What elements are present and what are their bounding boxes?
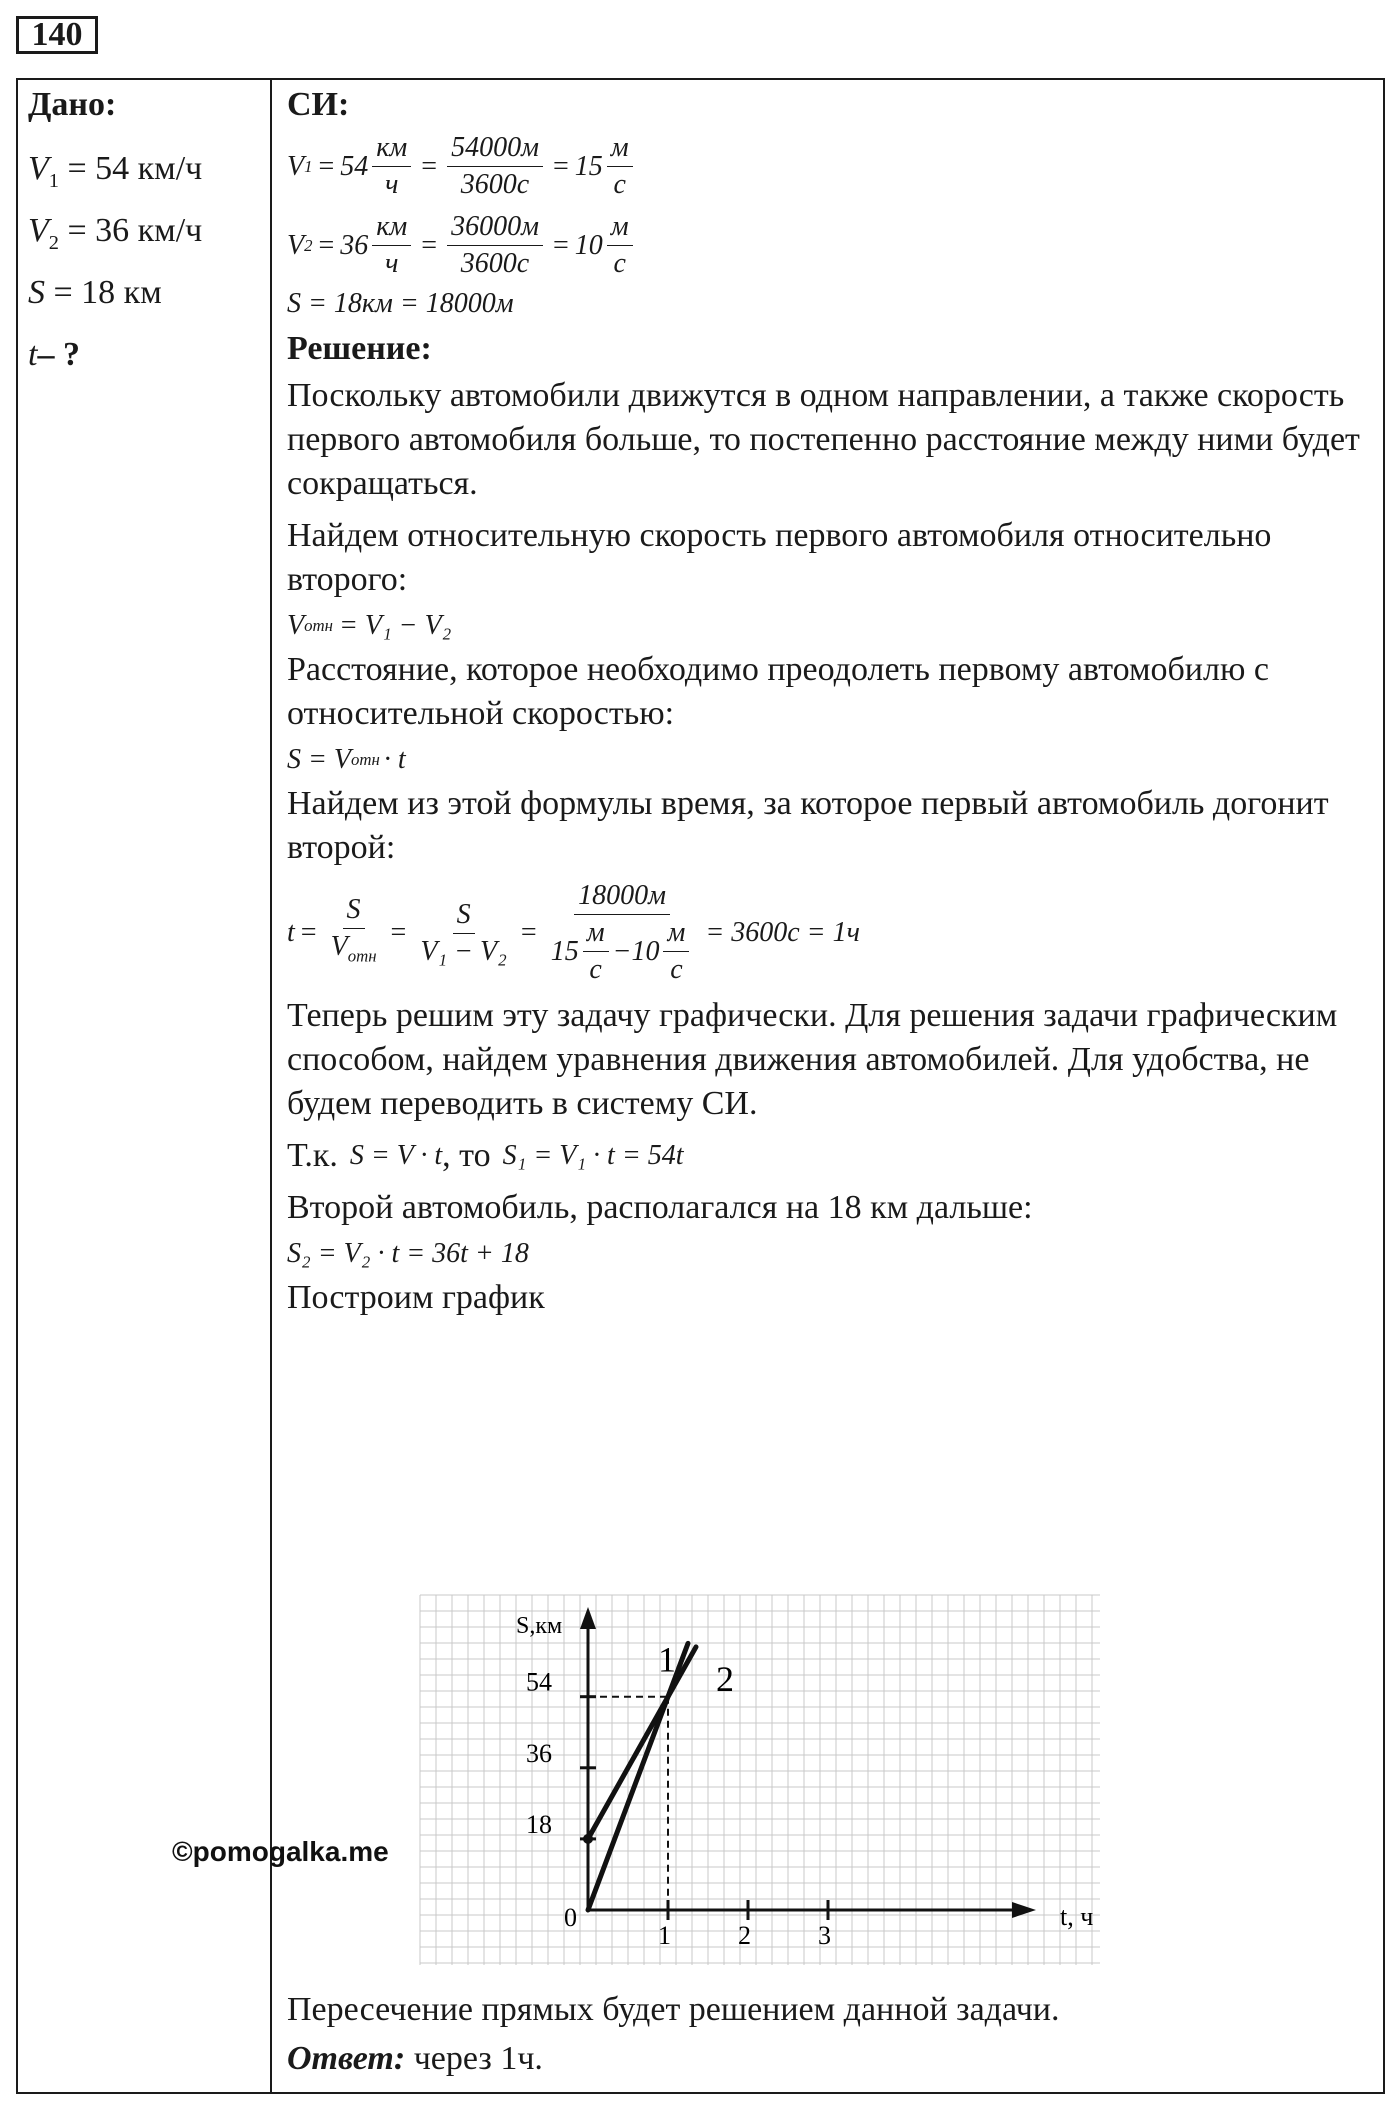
y-tick-label: 54 (526, 1667, 552, 1697)
given-column (28, 86, 264, 386)
solution-column (287, 86, 1377, 1328)
t-formula: t = $\frac{S}{V_{отн}}$ = $\frac{S}{\text{V₁ − V₂}}$ = 18000м 15 $\frac{м}{с}$ − 10 $\frac{м}{с}$ = 3600с = 1ч (287, 880, 860, 985)
series-label-2: 2 (716, 1658, 734, 1699)
s-formula: S = V отн · t (287, 744, 406, 775)
answer: Ответ: через 1ч. (287, 2040, 543, 2077)
series-2-start-point (583, 1834, 593, 1844)
paragraph-3: Расстояние, которое необходимо преодолеть первому автомобилю с относительной скоростью: (287, 651, 1269, 732)
given-t: t– ? (28, 336, 80, 373)
y-tick-label: 18 (526, 1809, 552, 1839)
x-tick-label: 2 (738, 1921, 751, 1950)
s2-formula: S₂ = V₂ · t = 36t + 18 (287, 1238, 529, 1269)
x-tick-label: 3 (818, 1921, 831, 1950)
y-axis-arrow (580, 1607, 596, 1629)
y-axis-label: S,км (516, 1613, 563, 1639)
given-s: S = 18 км (28, 274, 162, 311)
si-s-formula: S = 18км = 18000м (287, 288, 514, 319)
paragraph-1: Поскольку автомобили движутся в одном направлении, а также скорость первого автомобиля больше, то постепенно расстояние между ними будет сокращаться. (287, 377, 1360, 502)
paragraph-7: Построим график (287, 1279, 545, 1316)
x-axis-label: t, ч (1060, 1902, 1094, 1931)
si-title: СИ: (287, 86, 350, 123)
x-tick-label: 1 (658, 1921, 671, 1950)
given-v2: $V_2 = 36$ км/ч (28, 212, 203, 254)
tk-line: Т.к. S = V · t , то S₁ = V₁ · t = 54t (287, 1137, 684, 1174)
paragraph-4: Найдем из этой формулы время, за которое первый автомобиль догонит второй: (287, 785, 1329, 866)
si-v1-formula: V 1 = 54 $\frac{км}{ч}$ = $\frac{54000м}{3600с}$ = 15 $\frac{м}{с}$ (287, 130, 1377, 203)
x-axis-arrow (1012, 1902, 1036, 1918)
series-label-1: 1 (658, 1639, 676, 1680)
problem-number: 140 (16, 16, 98, 54)
given-title: Дано: (28, 86, 117, 123)
si-v2-formula: V 2 = 36 $\frac{км}{ч}$ = $\frac{36000м}{3600с}$ = 10 $\frac{м}{с}$ (287, 209, 1377, 282)
paragraph-8: Пересечение прямых будет решением данной задачи. (287, 1991, 1060, 2028)
y-tick-label: 36 (526, 1738, 552, 1768)
x-tick-label: 0 (564, 1903, 577, 1932)
paragraph-5: Теперь решим эту задачу графически. Для решения задачи графическим способом, найдем уравнения движения автомобилей. Для удобства, не будем переводить в систему СИ. (287, 997, 1338, 1122)
table-divider (270, 78, 272, 2094)
series-line-2 (588, 1647, 696, 1839)
paragraph-2: Найдем относительную скорость первого автомобиля относительно второго: (287, 517, 1272, 598)
motion-graph (400, 1585, 1120, 1975)
watermark: ©pomogalka.me (172, 1836, 389, 1867)
conclusion (287, 1988, 1060, 2086)
solution-title: Решение: (287, 330, 432, 367)
paragraph-6: Второй автомобиль, располагался на 18 км дальше: (287, 1189, 1033, 1226)
given-v1: $V_1 = 54$ км/ч (28, 150, 203, 192)
vrel-formula: V отн = V₁ − V₂ (287, 610, 452, 641)
